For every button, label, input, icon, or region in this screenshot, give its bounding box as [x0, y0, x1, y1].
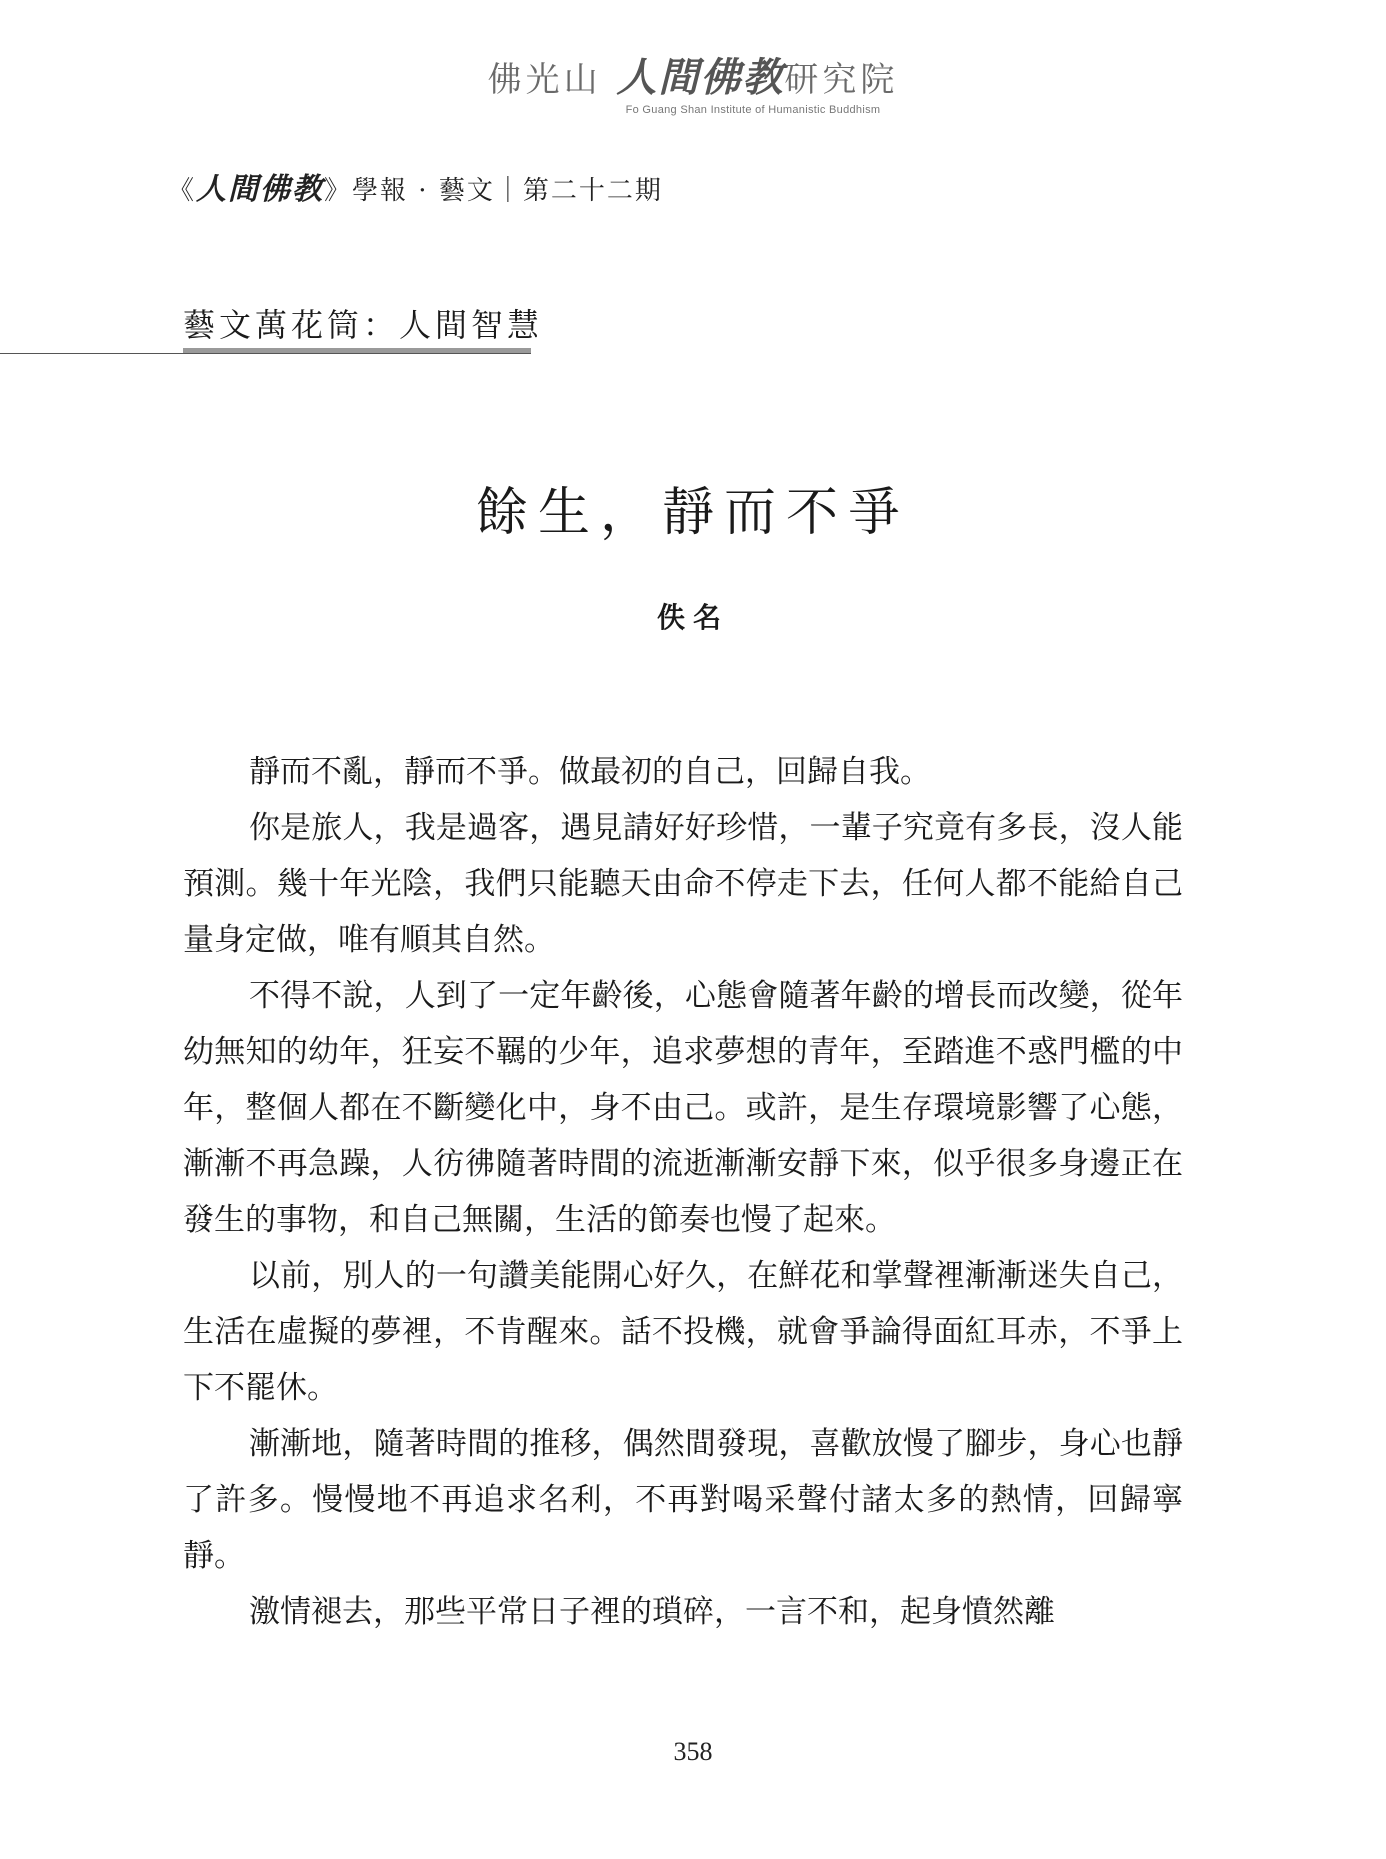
paragraph: 你是旅人，我是過客，遇見請好好珍惜，一輩子究竟有多長，沒人能預測。幾十年光陰，我們只能聽天由命不停走下去，任何人都不能給自己量身定做，唯有順其自然。 — [183, 810, 1183, 958]
paragraph: 靜而不亂，靜而不爭。做最初的自己，回歸自我。 — [249, 754, 931, 790]
paragraph: 激情褪去，那些平常日子裡的瑣碎，一言不和，起身憤然離 — [249, 1594, 1055, 1630]
institute-prefix: 佛光山 — [487, 60, 602, 100]
running-head-brand: 人間佛教 — [196, 172, 325, 207]
institute-english-name: Fo Guang Shan Institute of Humanistic Buddhism — [625, 104, 881, 116]
paragraph: 不得不說，人到了一定年齡後，心態會隨著年齡的增長而改變，從年幼無知的幼年，狂妄不羈的少年，追求夢想的青年，至踏進不惑門檻的中年，整個人都在不斷變化中，身不由己。或許，是生存環境影響了心態，漸漸不再急躁，人彷彿隨著時間的流逝漸漸安靜下來，似乎很多身邊正在發生的事物，和自己無關，生活的節奏也慢了起來。 — [183, 978, 1183, 1238]
section-rule-line — [0, 353, 531, 354]
running-head-rest: 學報 · 藝文｜第二十二期 — [352, 176, 663, 206]
institute-name — [0, 54, 1386, 101]
institute-suffix: 研究院 — [784, 60, 899, 100]
article-author: 佚名 — [656, 601, 729, 634]
institute-brand: 人間佛教 — [616, 54, 785, 101]
institute-logo — [0, 54, 1386, 116]
section-label: 藝文萬花筒：人間智慧 — [183, 306, 544, 344]
article-body — [183, 744, 1183, 1640]
running-head-open: 《 — [168, 176, 197, 206]
running-head-close: 》 — [324, 176, 353, 206]
article-title: 餘生，靜而不爭 — [475, 483, 910, 543]
journal-running-head — [168, 164, 663, 208]
paragraph: 漸漸地，隨著時間的推移，偶然間發現，喜歡放慢了腳步，身心也靜了許多。慢慢地不再追求名利，不再對喝采聲付諸太多的熱情，回歸寧靜。 — [183, 1426, 1183, 1574]
page-number: 358 — [673, 1737, 713, 1766]
paragraph: 以前，別人的一句讚美能開心好久，在鮮花和掌聲裡漸漸迷失自己，生活在虛擬的夢裡，不肯醒來。話不投機，就會爭論得面紅耳赤，不爭上下不罷休。 — [183, 1258, 1183, 1406]
